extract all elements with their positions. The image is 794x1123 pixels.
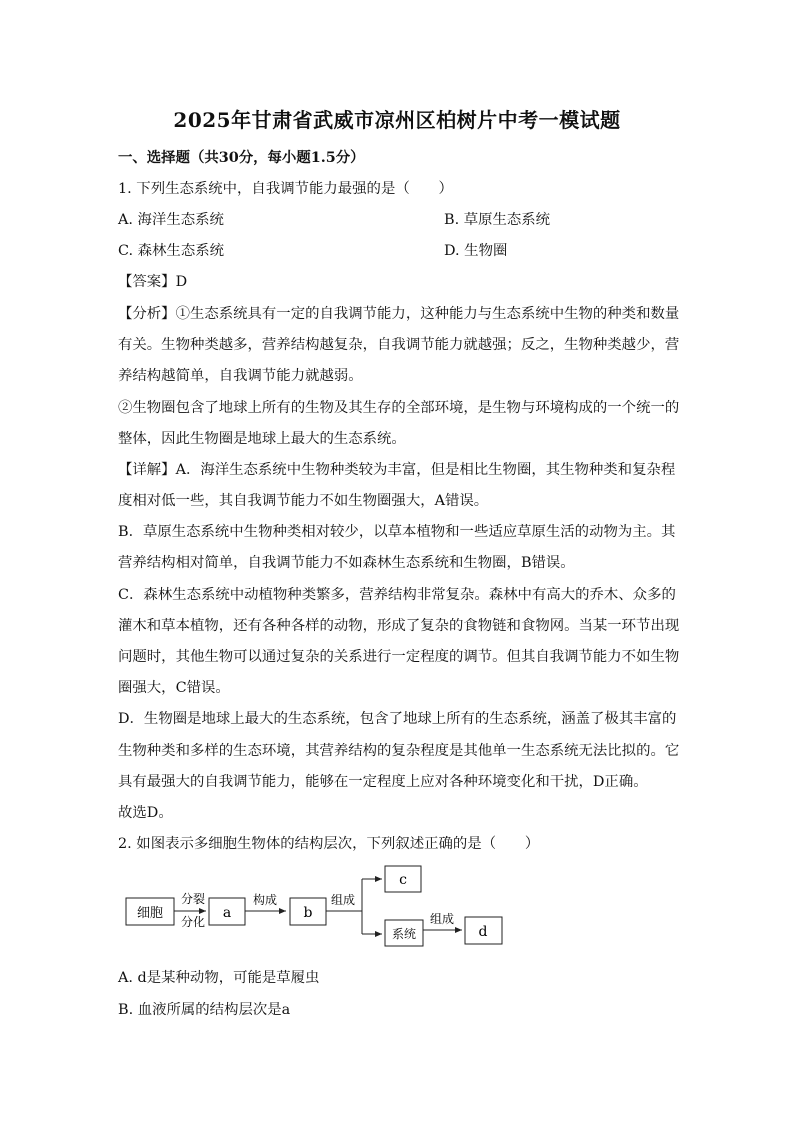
system-box	[385, 920, 423, 946]
document-title: 2025年甘肃省武威市凉州区柏树片中考一模试题	[173, 108, 621, 132]
q1-option-d: D. 生物圈	[444, 243, 508, 259]
q2-stem: 2. 如图表示多细胞生物体的结构层次，下列叙述正确的是（ ）	[118, 836, 540, 852]
q2-option-b: B. 血液所属的结构层次是a	[118, 1002, 291, 1018]
q1-analysis-line: 有关。生物种类越多，营养结构越复杂，自我调节能力就越强；反之，生物种类越少，营	[118, 337, 680, 353]
arrow-constitute-label: 构成	[253, 893, 278, 907]
q1-detail-line: 度相对低一些，其自我调节能力不如生物圈强大，A错误。	[118, 493, 489, 509]
q1-detail-line: 【详解】A．海洋生态系统中生物种类较为丰富，但是相比生物圈，其生物种类和复杂程	[118, 462, 676, 478]
arrow-compose-d-label: 组成	[430, 912, 455, 926]
q1-detail-line: B．草原生态系统中生物种类相对较少，以草本植物和一些适应草原生活的动物为主。其	[118, 524, 676, 540]
q1-detail-line: 问题时，其他生物可以通过复杂的关系进行一定程度的调节。但其自我调节能力不如生物	[118, 649, 680, 665]
section-heading: 一、选择题（共30分，每小题1.5分）	[118, 149, 365, 166]
q1-stem: 1. 下列生态系统中，自我调节能力最强的是（ ）	[118, 181, 453, 197]
q1-detail-line: C．森林生态系统中动植物种类繁多，营养结构非常复杂。森林中有高大的乔木、众多的	[118, 587, 676, 603]
b-box	[290, 898, 326, 925]
cell-box	[126, 898, 174, 925]
q1-detail-line: D．生物圈是地球上最大的生态系统，包含了地球上所有的生态系统，涵盖了极其丰富的	[118, 711, 677, 727]
arrow-compose-branch	[326, 879, 382, 934]
q1-option-b: B. 草原生态系统	[444, 212, 551, 228]
arrow-compose-d	[423, 911, 462, 930]
cell-label: 细胞	[136, 906, 164, 921]
q1-analysis-line: 【分析】①生态系统具有一定的自我调节能力，这种能力与生态系统中生物的种类和数量	[118, 306, 680, 322]
d-box	[465, 917, 502, 944]
q1-detail-line: 圈强大，C错误。	[118, 680, 230, 696]
arrow-divide-label: 分裂	[181, 892, 206, 906]
q1-option-a: A. 海洋生态系统	[118, 212, 224, 228]
q1-analysis-line: 养结构越简单，自我调节能力就越弱。	[118, 368, 363, 384]
q1-conclusion: 故选D。	[118, 805, 173, 821]
q1-option-c: C. 森林生态系统	[118, 243, 224, 259]
b-label: b	[303, 905, 313, 921]
arrow-divide-differentiate	[174, 891, 206, 929]
q1-analysis-line: 整体，因此生物圈是地球上最大的生态系统。	[118, 431, 406, 447]
q1-answer: 【答案】D	[118, 274, 188, 290]
system-label: 系统	[391, 927, 417, 941]
structure-hierarchy-diagram	[120, 860, 520, 950]
q1-detail-line: 营养结构相对简单，自我调节能力不如森林生态系统和生物圈，B错误。	[118, 555, 575, 571]
a-box	[209, 898, 245, 925]
c-box	[385, 866, 421, 892]
q1-detail-line: 灌木和草本植物，还有各种各样的动物，形成了复杂的食物链和食物网。当某一环节出现	[118, 618, 680, 634]
q1-detail-line: 具有最强大的自我调节能力，能够在一定程度上应对各种环境变化和干扰，D正确。	[118, 774, 648, 790]
arrow-differentiate-label: 分化	[181, 915, 206, 929]
q2-option-a: A. d是某种动物，可能是草履虫	[118, 970, 320, 986]
arrow-compose-label: 组成	[331, 893, 356, 907]
d-label: d	[478, 924, 488, 940]
a-label: a	[222, 905, 232, 921]
q1-detail-line: 生物种类和多样的生态环境，其营养结构的复杂程度是其他单一生态系统无法比拟的。它	[118, 743, 680, 759]
q1-analysis-line: ②生物圈包含了地球上所有的生物及其生存的全部环境，是生物与环境构成的一个统一的	[118, 400, 680, 416]
c-label: c	[399, 872, 407, 888]
arrow-constitute	[245, 892, 286, 911]
